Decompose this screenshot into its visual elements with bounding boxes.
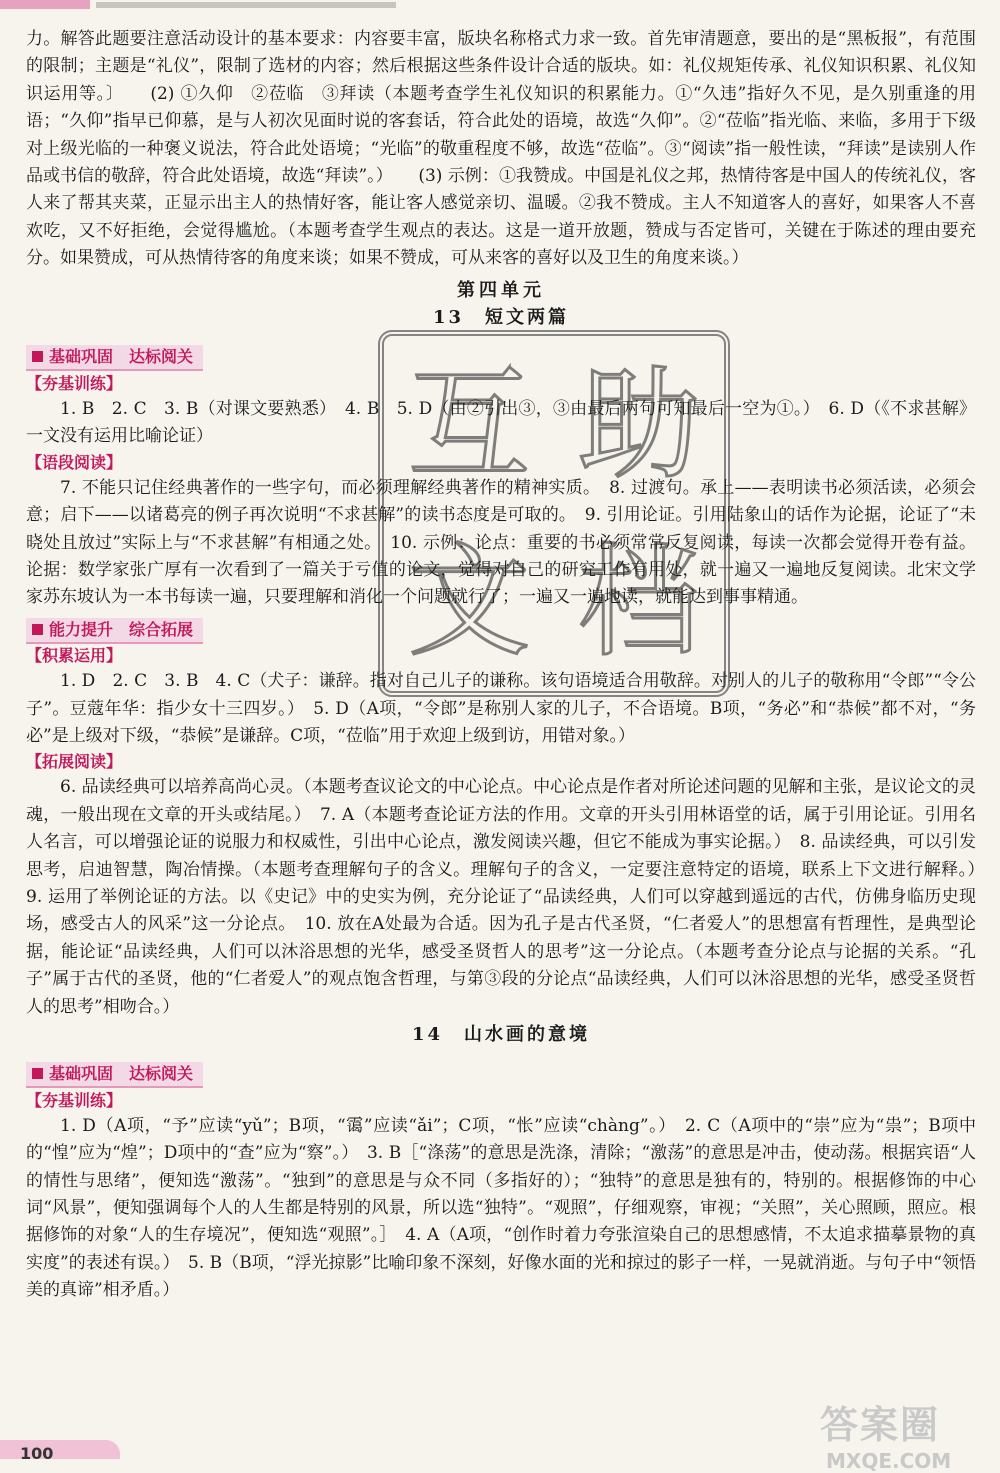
answers-hangji-2: 1. D（A项，“予”应读“yǔ”；B项，“霭”应读“ǎi”；C项，“怅”应读“chàng”。） 2. C（A项中的“崇”应为“祟”；B项中的“惶”应为“煌”；D项中的“查”应为“察”。） 3. B［“涤荡”的意思是洗涤，清除；“激荡”的意思是冲击，使动荡。根据宾语“人的情性与思绪”，便知选“激荡”。“独到”的意思是与众不同（多指好的）；“独特”的意思是独有的，特别的。根据修饰的中心词“风景”，便知强调每个人的人生都是特别的风景，所以选“独特”。“观照”，仔细观察，审视；“关照”，关心照顾，照应。根据修饰的对象“人的生存境况”，便知选“观照”。］ 4. A（A项，“创作时着力夸张渲染自己的思想感情，不太追求描摹景物的真实度”的表述有误。） 5. B（B项，“浮光掠影”比喻印象不深刻，好像水面的光和掠过的影子一样，一晃就消逝。与句子中“领悟美的真谛”相矛盾。） (26, 1115, 976, 1301)
page-number: 100 (20, 1444, 54, 1463)
stamp-char: 文 (408, 531, 530, 674)
section-heading-ability: 能力提升 综合拓展 (26, 618, 203, 644)
stamp-char: 档 (578, 531, 700, 674)
subheading-yuduan: 【语段阅读】 (26, 452, 123, 472)
subheading-tuozhan: 【拓展阅读】 (26, 752, 123, 772)
header-grey-bar (96, 2, 396, 8)
footer-pink-tab (0, 1440, 120, 1459)
lesson-14-title: 14 山水画的意境 (411, 1024, 591, 1045)
subheading-hangji: 【夯基训练】 (26, 373, 123, 393)
stamp-char: 助 (578, 353, 700, 496)
watermark-logo-text: 答案圈 (820, 1403, 941, 1447)
answers-hangji: 1. B 2. C 3. B（对课文要熟悉） 4. B 5. D（由②引出③，③由最后两句可知最后一空为①。） 6. D（《不求甚解》一文没有运用比喻论证） (26, 398, 976, 447)
header-pink-bar (0, 0, 90, 9)
unit-title: 第四单元 (457, 279, 545, 301)
answers-tuozhan: 6. 品读经典可以培养高尚心灵。（本题考查议论文的中心论点。中心论点是作者对所论述问题的见解和主张，是议论文的灵魂，一般出现在文章的开头或结尾。） 7. A（本题考查论证方法的作用。文章的开头引用林语堂的话，属于引用论证。引用名人名言，可以增强论证的说服力和权威性，引出中心论点，激发阅读兴趣，但它不能成为事实论据。） 8. 品读经典，可以引发思考，启迪智慧，陶冶情操。（本题考查理解句子的含义。理解句子的含义，一定要注意特定的语境，联系上下文进行解释。） 9. 运用了举例论证的方法。以《史记》中的史实为例，充分论证了“品读经典，人们可以穿越到遥远的古代，仿佛身临历史现场，感受古人的风采”这一分论点。 10. 放在A处最为合适。因为孔子是古代圣贤，“仁者爱人”的思想富有哲理性，是典型论据，能论证“品读经典，人们可以沐浴思想的光华，感受圣贤哲人的思考”这一分论点。（本题考查分论点与论据的关系。“孔子”属于古代的圣贤，他的“仁者爱人”的观点饱含哲理，与第③段的分论点“品读经典，人们可以沐浴思想的光华，感受圣贤哲人的思考”相吻合。） (26, 777, 993, 1017)
answers-jilei: 1. D 2. C 3. B 4. C（犬子：谦辞。指对自己儿子的谦称。该句语境适合用敬辞。对别人的儿子的敬称用“令郎”“令公子”。豆蔻年华：指少女十三四岁。） 5. D（A项，“令郎”是称别人家的儿子，不合语境。B项，“务必”和“恭候”都不对，“务必”是上级对下级，“恭候”是谦辞。C项，“莅临”用于欢迎上级到访，用错对象。） (26, 671, 976, 746)
section-heading-basic: 基础巩固 达标阅关 (26, 345, 203, 371)
square-bullet-icon (32, 624, 43, 635)
square-bullet-icon (32, 351, 43, 362)
square-bullet-icon (32, 1068, 43, 1079)
answers-yuduan: 7. 不能只记住经典著作的一些字句，而必须理解经典著作的精神实质。 8. 过渡句。承上——表明读书必须活读，必须会意；启下——以诸葛亮的例子再次说明“不求甚解”的读书态度是可取的。 9. 引用论证。引用陆象山的话作为论据，论证了“未晓处且放过”实际上与“不求甚解”有相通之处。 10. 示例：论点：重要的书必须常常反复阅读，每读一次都会觉得开卷有益。论据：数学家张广厚有一次看到了一篇关于亏值的论文，觉得对自己的研究工作有用处，就一遍又一遍地反复阅读。北宋文学家苏东坡认为一本书每读一遍，只要理解和消化一个问题就行了；一遍又一遍地读，就能达到事事精通。 (26, 477, 976, 608)
watermark-url: MXQE.COM (826, 1449, 952, 1473)
top-paragraph: 力。解答此题要注意活动设计的基本要求：内容要丰富，版块名称格式力求一致。首先审清题意，要出的是“黑板报”，有范围的限制；主题是“礼仪”，限制了选材的内容；然后根据这些条件设计合适的版块。如：礼仪规矩传承、礼仪知识积累、礼仪知识运用等。〕 (2) ①久仰 ②莅临 ③拜读（本题考查学生礼仪知识的积累能力。①“久违”指好久不见，是久别重逢的用语；“久仰”指早已仰慕，是与人初次见面时说的客套话，符合此处的语境，故选“久仰”。②“莅临”指光临、来临，多用于下级对上级光临的一种褒义说法，符合此处语境；“光临”的敬重程度不够，故选“莅临”。③“阅读”指一般性读，“拜读”是读别人作品或书信的敬辞，符合此处语境，故选“拜读”。） (3) 示例：①我赞成。中国是礼仪之邦，热情待客是中国人的传统礼仪，客人来了帮其夹菜，正显示出主人的热情好客，能让客人感觉亲切、温暖。②我不赞成。主人不知道客人的喜好，如果客人不喜欢吃，又不好拒绝，会觉得尴尬。（本题考查学生观点的表达。这是一道开放题，赞成与否定皆可，关键在于陈述的理由要充分。如果赞成，可从热情待客的角度来谈；如果不赞成，可从来客的喜好以及卫生的角度来谈。） (26, 29, 976, 269)
answer-page (26, 26, 993, 1305)
stamp-char: 互 (408, 353, 530, 496)
lesson-13-title: 13 短文两篇 (432, 307, 570, 329)
section-heading-basic-2: 基础巩固 达标阅关 (26, 1062, 203, 1088)
site-watermark (820, 1394, 951, 1473)
subheading-hangji-2: 【夯基训练】 (26, 1090, 123, 1110)
subheading-jilei: 【积累运用】 (26, 646, 123, 666)
header-strip (0, 0, 1000, 14)
